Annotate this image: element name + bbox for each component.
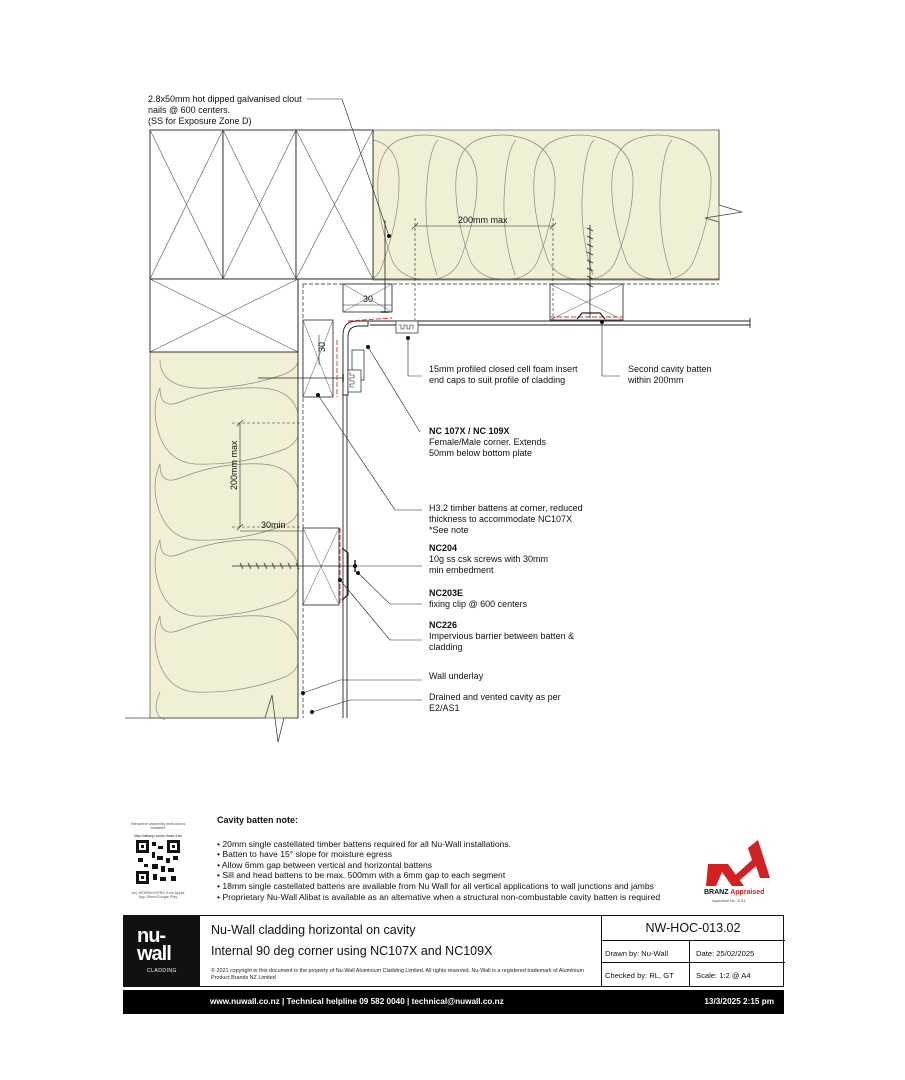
side-insulation (150, 352, 300, 720)
branz-appraised (704, 889, 764, 896)
dim-vertical-spacing: 200mm max (229, 440, 239, 490)
drawn-by: Drawn by: Nu-Wall (605, 949, 669, 958)
checked-by: Checked by: RL, GT (605, 971, 674, 980)
label-wall-underlay: Wall underlay (429, 671, 484, 681)
footer-timestamp: 13/3/2025 2:15 pm (704, 997, 774, 1006)
label-timber-battens: H3.2 timber battens at corner, reduced thickness to accommodate NC107X *See note (429, 503, 583, 535)
label-foam-insert: 15mm profiled closed cell foam insert end caps to suit profile of cladding (429, 364, 578, 385)
note-item: • Proprietary Nu-Wall Alibat is available as an alternative when a structural non-combustable cavity batten is required (217, 892, 697, 903)
wall-lines (298, 279, 719, 718)
scale: Scale: 1:2 @ A4 (696, 971, 751, 980)
label-drained-cavity: Drained and vented cavity as per E2/AS1 (429, 692, 561, 713)
branz-prefix: BRANZ (704, 889, 729, 896)
label-nc226-desc: Impervious barrier between batten & cladding (429, 631, 575, 652)
footer-bar (123, 990, 784, 1014)
label-nc203e-code: NC203E (429, 588, 464, 598)
top-insulation (373, 130, 719, 280)
qr-code-icon[interactable] (130, 840, 186, 886)
note-title: Cavity batten note: (217, 815, 299, 825)
cavity-batten-note (217, 815, 697, 902)
nuwall-logo (124, 916, 200, 986)
label-nails: 2.8x50mm hot dipped galvanised clout nails @ 600 centers. (SS for Exposure Zone D) (148, 94, 302, 126)
label-corner-code: NC 107X / NC 109X (429, 426, 510, 436)
label-corner-desc: Female/Male corner. Extends 50mm below bottom plate (429, 437, 547, 458)
qr-caption: Interactive assembly instructions available (130, 822, 186, 831)
qr-app-note: (re) WORKINGPRO from Apple App Store/Google Play (131, 890, 185, 899)
label-second-batten: Second cavity batten within 200mm (628, 364, 712, 385)
drawing-title-2: Internal 90 deg corner using NC107X and NC109X (211, 944, 493, 958)
date: Date: 25/02/2025 (696, 949, 755, 958)
qr-block (130, 822, 186, 899)
dim-top-gap: 30 (363, 294, 374, 304)
logo-sub: CLADDING (147, 968, 177, 974)
footer-links[interactable]: www.nuwall.co.nz | Technical helpline 09 582 0040 | technical@nuwall.co.nz (210, 997, 504, 1006)
drawing-title-1: Nu-Wall cladding horizontal on cavity (211, 923, 416, 937)
label-nc204-desc: 10g ss csk screws with 30mm min embedment (429, 554, 549, 575)
drawing-code: NW-HOC-013.02 (645, 921, 741, 935)
logo-line1: nu- (137, 925, 166, 947)
note-item: • 20mm single castellated timber battens required for all Nu-Wall installations. (217, 839, 697, 850)
label-nc226-code: NC226 (429, 620, 458, 630)
note-item: • Sill and head battens to be max. 500mm with a 6mm gap to each segment (217, 870, 697, 881)
wall-underlay (303, 284, 719, 718)
dim-bottom-gap: 30min (261, 520, 286, 530)
dim-top-spacing: 200mm max (458, 215, 508, 225)
dim-side-gap: 30 (317, 341, 327, 352)
side-battens (303, 320, 339, 605)
qr-url[interactable]: http://allsup.nz/nu-fuse info (134, 832, 182, 838)
label-nc203e-desc: fixing clip @ 600 centers (429, 599, 528, 609)
note-item: • Allow 6mm gap between vertical and horizontal battens (217, 860, 697, 871)
note-list (217, 839, 697, 903)
timber-framing (150, 130, 373, 352)
label-nc204-code: NC204 (429, 543, 458, 553)
branz-sub: Appraisal No. 1011 (712, 898, 746, 903)
title-block (123, 915, 784, 987)
copyright: © 2021 copyright in this document is the property of Nu-Wall Aluminium Cladding Limited. All rights reserved. Nu-Wall is a registered trademark of Aluminium Product Brands NZ Limited (211, 968, 584, 981)
note-item: • Batten to have 15° slope for moisture egress (217, 849, 697, 860)
note-item: • 18mm single castellated battens are available from Nu Wall for all vertical applications to wall junctions and jambs (217, 881, 697, 892)
branz-word: Appraised (730, 889, 765, 896)
logo-line2: wall (137, 943, 171, 965)
